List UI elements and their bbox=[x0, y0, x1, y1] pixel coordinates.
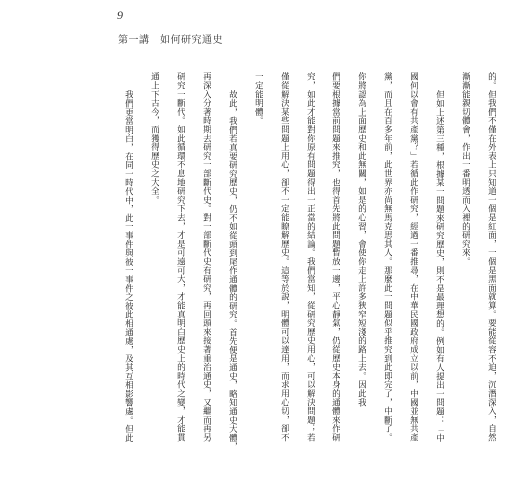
text-column: 究，如此才能對你原有問題得出一正當的結論。我們當知，從研究歷史用心，可以解決問題；若 bbox=[305, 72, 315, 442]
text-column: 的。但我們不僅在外表上只知道一個是紅面，一個是黑面就算。要能從容不迫，沉潛深入，自然 bbox=[486, 72, 496, 442]
text-column: 通上下古今，而獲得歷史之大全。 bbox=[149, 72, 159, 204]
text-column: 國何以會有共產黨？」若循此作研究，經過一番推尋，在中華民國政府成立以前，中國並無共產 bbox=[408, 72, 418, 442]
paragraph-start-column: 我們更當明白，在同一時代中，此一事件與彼一事件之彼此相通處，及其互相影響處。但此 bbox=[123, 90, 133, 442]
text-column: 僅從解決某些問題上用心，卻不一定能瞭解歷史。這等於說，明體可以達用，而求用心切，卻不 bbox=[279, 72, 289, 442]
paragraph-start-column: 但如上述第三種，根據某一問題來研究歷史，則不是最理想的。例如有人提出一問題：「中 bbox=[434, 90, 444, 442]
text-column: 再深入分著時期去研究一部斷代史。對一部斷代史有研究，再回頭來接著重治通史，又繼而再另 bbox=[201, 72, 211, 442]
text-column: 漸漸能親切體會，作出一番明透而入裡的研究來。 bbox=[460, 72, 470, 266]
text-column: 們要根據當前問題來推究，也得首先將此問題暫放一邊，平心靜氣，仍從歷史本身的通體來作研 bbox=[330, 72, 340, 442]
running-head: 第一講 如何研究通史 bbox=[118, 35, 223, 46]
text-column: 黨，而且在百多年前，此世界亦尚無馬克思其人。那麼此一問題似乎推究到此即完了，中斷了。 bbox=[382, 72, 392, 442]
page-number: 9 bbox=[117, 8, 123, 22]
text-column: 一定能明體。 bbox=[253, 72, 263, 125]
paragraph-start-column: 故此，我們若真要研究歷史，仍不如從頭到尾作通體的研究。首先便是通史，略知通史大體， bbox=[227, 90, 237, 451]
text-column: 研究一斷代。如此循環不息地研究下去，才是可遠可大，才能真明白歷史上的時代之變，才能貫 bbox=[175, 72, 185, 442]
text-column: 你將認為上面歷史和此無關，如是的心習，會使你走上許多狹窄短淺的路上去。因此我 bbox=[356, 72, 366, 407]
